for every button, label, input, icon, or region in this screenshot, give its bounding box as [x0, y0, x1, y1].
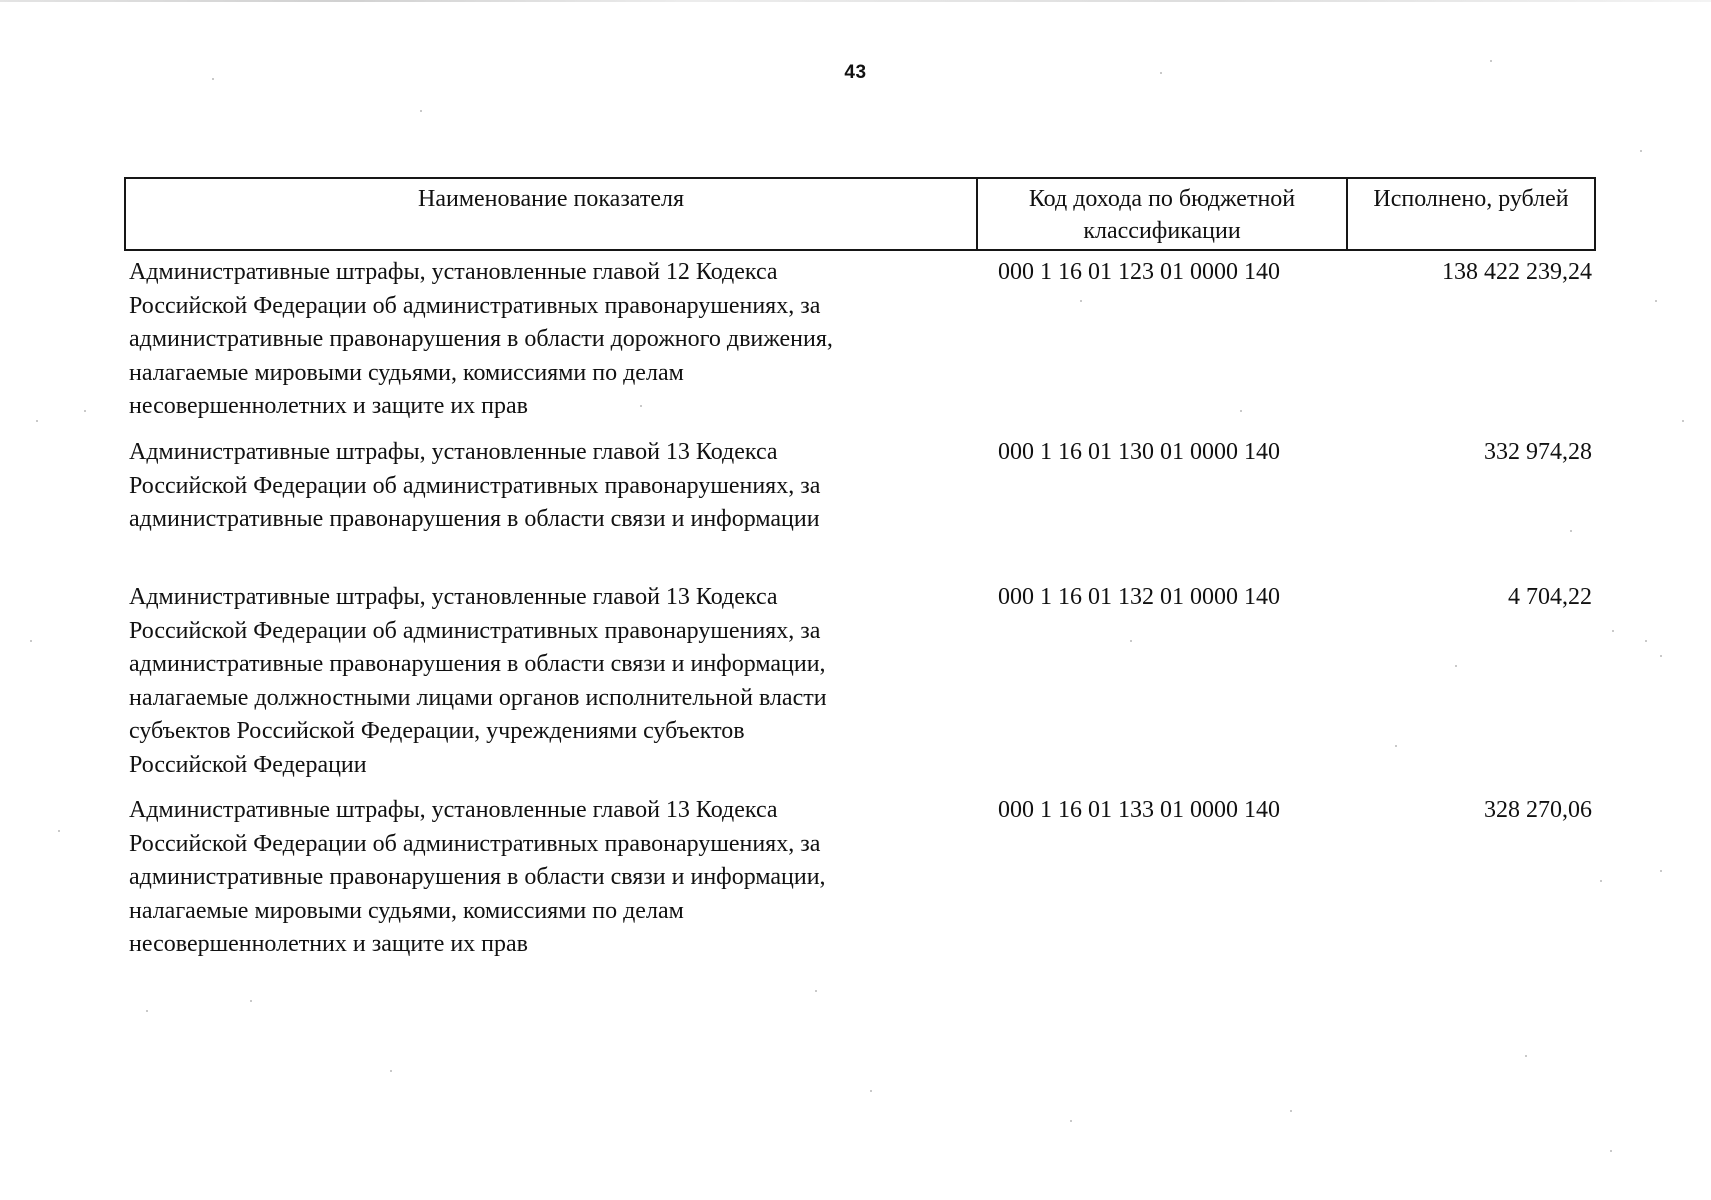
row-amount: 4 704,22 [1508, 584, 1592, 610]
header-code [976, 179, 1346, 249]
scan-speck [1610, 1150, 1612, 1152]
scan-speck [870, 1090, 872, 1092]
row-code: 000 1 16 01 133 01 0000 140 [998, 797, 1280, 823]
row-code: 000 1 16 01 130 01 0000 140 [998, 439, 1280, 465]
scan-speck [1682, 420, 1684, 422]
scan-speck [640, 405, 642, 407]
scan-speck [1455, 665, 1457, 667]
scan-speck [58, 830, 60, 832]
scan-speck [1130, 640, 1132, 642]
scan-speck [1525, 1055, 1527, 1057]
scan-speck [1640, 150, 1642, 152]
scan-speck [1160, 72, 1162, 74]
scan-speck [1645, 640, 1647, 642]
scan-top-edge [0, 0, 1711, 2]
scan-speck [1080, 300, 1082, 302]
table-header [124, 177, 1596, 251]
scan-speck [1570, 530, 1572, 532]
scan-speck [1655, 300, 1657, 302]
scan-speck [1490, 60, 1492, 62]
scan-speck [815, 990, 817, 992]
scan-speck [390, 1070, 392, 1072]
scan-speck [1290, 1110, 1292, 1112]
scan-speck [1612, 630, 1614, 632]
row-name: Административные штрафы, установленные главой 13 Кодекса Российской Федерации об административных правонарушениях, за административные правонарушения в области связи и информации, налагаемые должностными лицами органов исполнительной власти субъектов Российской Федерации, учреждениями субъектов Российской Федерации [129, 584, 827, 778]
scan-speck [420, 110, 422, 112]
scan-speck [1660, 870, 1662, 872]
row-name: Административные штрафы, установленные главой 12 Кодекса Российской Федерации об административных правонарушениях, за административные правонарушения в области дорожного движения, налагаемые мировыми судьями, комиссиями по делам несовершеннолетних и защите их прав [129, 259, 833, 420]
scan-speck [30, 640, 32, 642]
row-code: 000 1 16 01 123 01 0000 140 [998, 259, 1280, 285]
row-code: 000 1 16 01 132 01 0000 140 [998, 584, 1280, 610]
header-name: Наименование показателя [418, 186, 684, 212]
scan-speck [1600, 880, 1602, 882]
row-name: Административные штрафы, установленные главой 13 Кодекса Российской Федерации об административных правонарушениях, за административные правонарушения в области связи и информации [129, 439, 821, 533]
scan-speck [212, 78, 214, 80]
header-code-label: Код дохода по бюджетной классификации [1028, 186, 1296, 244]
scan-speck [146, 1010, 148, 1012]
scan-speck [84, 410, 86, 412]
scan-speck [1395, 745, 1397, 747]
row-amount: 328 270,06 [1484, 797, 1592, 823]
scan-speck [1070, 1120, 1072, 1122]
row-amount: 332 974,28 [1484, 439, 1592, 465]
row-amount: 138 422 239,24 [1442, 259, 1592, 285]
scan-speck [250, 1000, 252, 1002]
scan-speck [1240, 410, 1242, 412]
page-number: 43 [844, 62, 867, 83]
header-amount: Исполнено, рублей [1346, 179, 1594, 249]
scan-speck [1660, 655, 1662, 657]
row-name: Административные штрафы, установленные главой 13 Кодекса Российской Федерации об административных правонарушениях, за административные правонарушения в области связи и информации, налагаемые мировыми судьями, комиссиями по делам несовершеннолетних и защите их прав [129, 797, 826, 958]
scan-speck [36, 420, 38, 422]
